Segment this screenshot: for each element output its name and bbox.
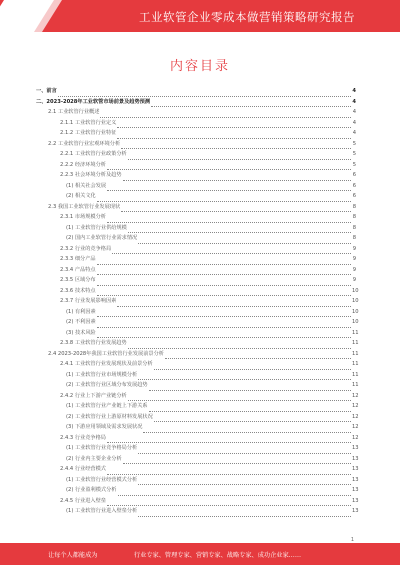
toc-entry[interactable] [36, 149, 356, 160]
toc-entry[interactable] [36, 464, 359, 475]
toc-entry-page: 11 [352, 350, 359, 357]
toc-entry[interactable] [36, 454, 359, 465]
toc-entry-text: 2.3.2 行业的竞争格局 [60, 245, 112, 252]
toc-entry-text: 2.2.1 工业软管行业政策分析 [60, 151, 127, 157]
toc-leader-dots [58, 90, 351, 97]
toc-entry[interactable] [36, 391, 359, 402]
toc-entry-text: (1) 工业软管行业供给规模 [66, 224, 127, 231]
toc-entry[interactable] [36, 506, 359, 517]
toc-entry[interactable] [36, 233, 356, 244]
toc-entry-text: (1) 工业软管行业竞争格局分析 [66, 445, 138, 451]
toc-entry-text: 2.3 我国工业软管行业发展现状 [48, 203, 121, 210]
toc-entry-page: 5 [352, 161, 356, 168]
toc-leader-dots [154, 415, 351, 422]
toc-leader-dots [138, 447, 351, 454]
toc-entry-text: (2) 行业盈利模式分析 [66, 487, 117, 493]
table-of-contents [36, 86, 359, 517]
toc-entry-text: (1) 工业软管行业经营模式分析 [66, 476, 138, 483]
toc-entry-page: 12 [352, 413, 359, 420]
toc-leader-dots [117, 300, 351, 307]
toc-entry[interactable] [36, 412, 359, 423]
toc-entry[interactable] [36, 422, 359, 433]
toc-leader-dots [128, 394, 351, 401]
footer-slogan-left: 让每个人都能成为 [48, 552, 98, 559]
toc-entry-text: 2.4.5 行业进入壁垒 [60, 497, 106, 504]
toc-leader-dots [128, 153, 351, 160]
toc-entry[interactable] [36, 370, 359, 381]
toc-entry-text: 2.3.7 行业发展影响因素 [60, 298, 117, 304]
toc-entry-text: (2) 相关文化 [66, 193, 96, 199]
toc-leader-dots [154, 363, 351, 370]
toc-entry-page: 9 [352, 256, 356, 262]
toc-leader-dots [128, 342, 351, 349]
toc-leader-dots [97, 321, 351, 328]
toc-entry[interactable] [36, 443, 359, 454]
toc-leader-dots [151, 100, 351, 107]
toc-entry[interactable] [36, 107, 356, 118]
toc-entry[interactable] [36, 254, 356, 265]
toc-entry[interactable] [36, 338, 359, 349]
toc-entry-page: 13 [352, 508, 359, 514]
toc-entry[interactable] [36, 359, 359, 370]
toc-leader-dots [112, 247, 351, 254]
toc-heading: 内容目录 [169, 59, 230, 74]
toc-leader-dots [97, 331, 351, 338]
footer-slogan-right: 行业专家、管理专家、营销专家、战略专家、成功企业家…… [134, 552, 302, 559]
toc-leader-dots [138, 373, 351, 380]
toc-entry-text: 2.2 工业软管行业宏观环境分析 [48, 140, 121, 147]
toc-entry[interactable] [36, 296, 359, 307]
toc-entry-text: 2.3.1 市场规模分析 [60, 214, 106, 220]
toc-entry-text: (1) 相关社会发展 [66, 182, 107, 189]
toc-entry-page: 11 [352, 329, 359, 336]
toc-leader-dots [118, 489, 352, 496]
toc-entry[interactable] [36, 485, 359, 496]
toc-entry-page: 12 [352, 434, 359, 441]
toc-entry[interactable] [36, 118, 356, 129]
toc-entry-page: 9 [352, 266, 356, 273]
toc-entry[interactable] [36, 265, 356, 276]
toc-entry-text: 2.2.3 社会环境分析及趋势 [60, 172, 122, 178]
toc-entry[interactable] [36, 212, 356, 223]
toc-entry-text: 2.3.3 细分产品 [60, 256, 96, 262]
toc-leader-dots [117, 132, 351, 139]
toc-entry-page: 13 [352, 466, 359, 472]
toc-leader-dots [121, 142, 351, 149]
page-header [0, 0, 400, 32]
toc-entry-text: 2.3.5 区域分布 [60, 277, 96, 283]
toc-entry[interactable] [36, 286, 359, 297]
toc-entry-page: 4 [352, 109, 356, 115]
toc-leader-dots [97, 289, 351, 296]
toc-entry[interactable] [36, 317, 359, 328]
toc-leader-dots [138, 478, 351, 485]
toc-entry-page: 11 [352, 340, 359, 346]
toc-entry-page: 11 [352, 382, 359, 388]
toc-entry[interactable] [36, 139, 356, 150]
toc-entry-text: 2.3.6 技术特点 [60, 287, 96, 294]
toc-leader-dots [149, 405, 351, 412]
toc-entry-text: 一、前言 [36, 88, 57, 94]
toc-entry[interactable] [36, 380, 359, 391]
toc-entry-text: (1) 工业软管行业产业链上下游关系 [66, 403, 148, 409]
toc-entry-page: 13 [352, 445, 359, 451]
toc-leader-dots [123, 174, 351, 181]
toc-entry-text: 2.4.2 行业上下游产业链分析 [60, 392, 127, 399]
toc-entry-page: 8 [352, 203, 356, 210]
toc-entry[interactable] [36, 328, 359, 339]
toc-leader-dots [121, 205, 351, 212]
toc-entry-page: 6 [352, 172, 356, 178]
toc-entry[interactable] [36, 191, 356, 202]
toc-entry-text: (2) 工业软管行业区域分布发展趋势 [66, 382, 148, 388]
toc-entry-page: 6 [352, 182, 356, 189]
toc-entry-text: (3) 技术风险 [66, 329, 96, 336]
toc-entry-page: 12 [352, 392, 359, 399]
toc-entry-page: 11 [352, 371, 359, 378]
toc-entry[interactable] [36, 170, 356, 181]
toc-entry-text: 2.3.4 产品特点 [60, 266, 96, 273]
toc-entry-text: (2) 国内工业软管行业需求情况 [66, 235, 138, 241]
toc-entry-text: (2) 工业软管行业上游原材料发展状况 [66, 413, 153, 420]
toc-leader-dots [149, 384, 351, 391]
toc-entry-page: 12 [352, 424, 359, 430]
toc-leader-dots [107, 436, 351, 443]
toc-entry-text: 2.4.3 行业竞争格局 [60, 434, 106, 441]
toc-entry-text: 2.1 工业软管行业概述 [48, 109, 100, 115]
toc-entry[interactable] [36, 349, 359, 360]
toc-entry-text: 2.1.1 工业软管行业定义 [60, 119, 117, 126]
report-title: 工业软管企业零成本做营销策略研究报告 [139, 10, 355, 24]
toc-entry-page: 9 [352, 245, 356, 252]
toc-entry-text: 2.1.2 工业软管行业特征 [60, 130, 117, 136]
toc-entry-page: 13 [352, 497, 359, 504]
toc-entry-page: 8 [352, 224, 356, 231]
toc-entry-text: 2.3.8 工业软管行业发展趋势 [60, 340, 127, 346]
toc-leader-dots [138, 237, 351, 244]
toc-leader-dots [143, 426, 351, 433]
toc-leader-dots [97, 258, 351, 265]
toc-entry[interactable] [36, 181, 356, 192]
page-number: 1 [350, 537, 354, 543]
toc-entry[interactable] [36, 128, 356, 139]
toc-entry[interactable] [36, 433, 359, 444]
toc-entry-page: 4 [352, 130, 356, 136]
toc-entry[interactable] [36, 307, 359, 318]
toc-entry-page: 13 [352, 455, 359, 462]
toc-entry-page: 13 [352, 476, 359, 483]
toc-entry-page: 10 [352, 319, 359, 325]
toc-entry-page: 4 [352, 98, 356, 105]
toc-entry-text: 2.4.1 工业软管行业发展现状及前景分析 [60, 361, 153, 367]
toc-entry-text: (1) 工业软管行业进入壁垒分析 [66, 508, 138, 514]
toc-leader-dots [107, 184, 351, 191]
toc-entry[interactable] [36, 244, 356, 255]
toc-leader-dots [107, 216, 351, 223]
toc-entry-page: 8 [352, 235, 356, 241]
toc-entry-page: 4 [352, 88, 356, 94]
toc-entry[interactable] [36, 275, 356, 286]
toc-entry-text: (1) 工业软管行业市场规模分析 [66, 371, 138, 378]
toc-leader-dots [100, 111, 351, 118]
toc-entry-text: 2.2.2 经济环境分析 [60, 161, 106, 168]
toc-entry-page: 5 [352, 140, 356, 147]
toc-leader-dots [165, 352, 351, 359]
toc-entry[interactable] [36, 401, 359, 412]
page-footer [0, 543, 400, 565]
toc-entry-text: (1) 有利因素 [66, 308, 96, 315]
toc-entry-page: 4 [352, 119, 356, 126]
toc-leader-dots [107, 499, 351, 506]
toc-leader-dots [97, 268, 351, 275]
toc-entry-page: 9 [352, 277, 356, 283]
toc-leader-dots [97, 310, 351, 317]
toc-entry-text: 2.4 2023-2028年我国工业软管行业发展前景分析 [48, 350, 164, 357]
toc-leader-dots [107, 468, 351, 475]
toc-entry-page: 11 [352, 361, 359, 367]
toc-entry-page: 10 [352, 308, 359, 315]
toc-entry-text: (2) 不利因素 [66, 319, 96, 325]
toc-entry-text: (3) 下游应用领域及需求发展状况 [66, 424, 143, 430]
toc-entry[interactable] [36, 97, 356, 108]
toc-leader-dots [117, 121, 351, 128]
toc-leader-dots [107, 163, 351, 170]
toc-leader-dots [128, 226, 351, 233]
toc-entry-text: (2) 行业内主要企业分析 [66, 455, 122, 462]
toc-entry[interactable] [36, 223, 356, 234]
toc-entry[interactable] [36, 496, 359, 507]
toc-entry[interactable] [36, 86, 356, 97]
toc-entry[interactable] [36, 160, 356, 171]
toc-entry-text: 二、2023-2028年工业软管市场前景及趋势预测 [36, 98, 151, 105]
toc-entry-page: 12 [352, 403, 359, 409]
toc-entry-page: 10 [352, 298, 359, 304]
toc-leader-dots [138, 510, 351, 517]
toc-leader-dots [123, 457, 351, 464]
toc-entry-page: 13 [352, 487, 359, 493]
toc-leader-dots [97, 195, 351, 202]
toc-entry[interactable] [36, 475, 359, 486]
toc-entry-page: 6 [352, 193, 356, 199]
toc-entry-text: 2.4.4 行业经营模式 [60, 466, 106, 472]
toc-entry-page: 10 [352, 287, 359, 294]
toc-entry-page: 8 [352, 214, 356, 220]
toc-leader-dots [97, 279, 351, 286]
toc-entry-page: 5 [352, 151, 356, 157]
toc-entry[interactable] [36, 202, 356, 213]
